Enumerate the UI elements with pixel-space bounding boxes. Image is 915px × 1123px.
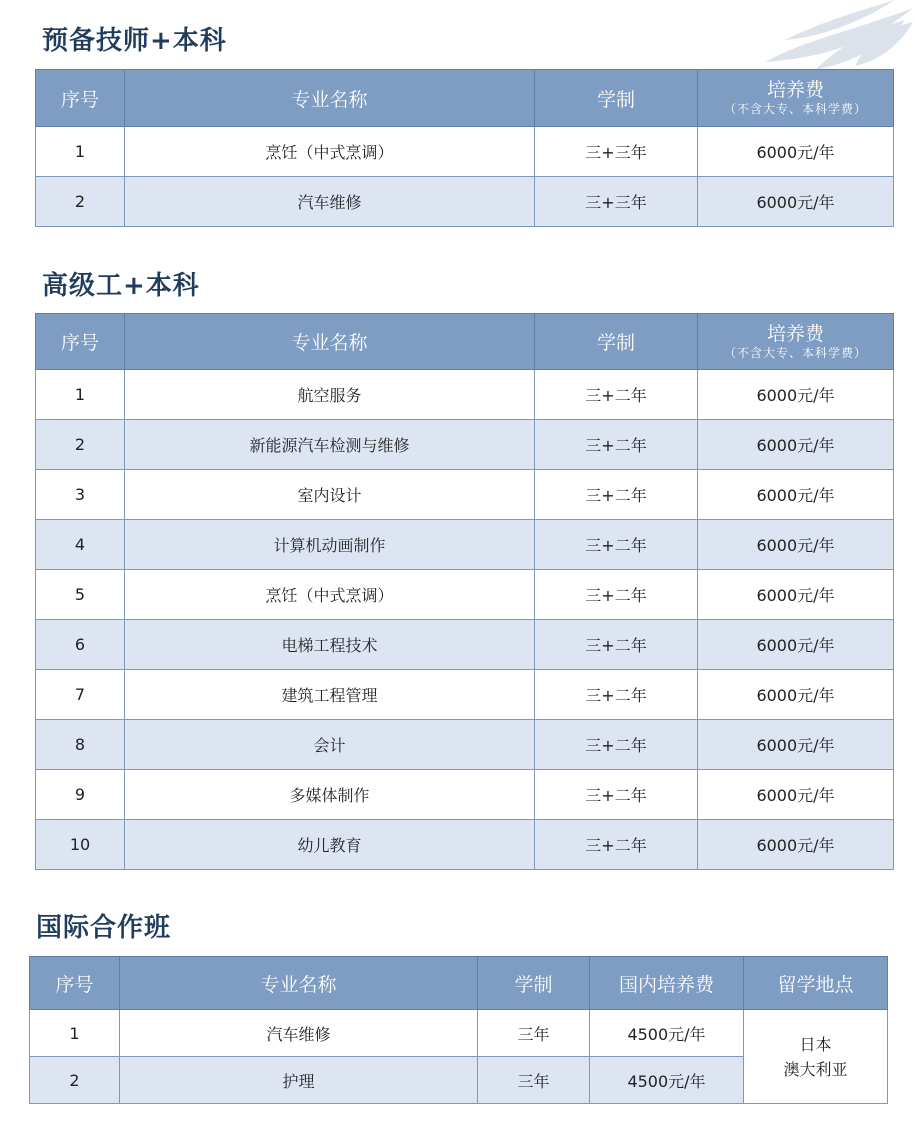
cell-duration: 三+二年 <box>535 820 698 870</box>
header-major: 专业名称 <box>120 957 478 1010</box>
cell-study-location <box>744 1010 888 1104</box>
cell-no: 1 <box>36 370 125 420</box>
table-row <box>36 127 894 177</box>
cell-duration: 三+二年 <box>535 670 698 720</box>
cell-major: 会计 <box>125 720 535 770</box>
cell-duration: 三年 <box>478 1010 590 1057</box>
cell-fee: 6000元/年 <box>698 620 894 670</box>
header-fee-note: （不含大专、本科学费） <box>723 345 867 360</box>
cell-fee: 6000元/年 <box>698 370 894 420</box>
cell-no: 9 <box>36 770 125 820</box>
cell-no: 6 <box>36 620 125 670</box>
cell-no: 2 <box>36 420 125 470</box>
cell-no: 3 <box>36 470 125 520</box>
header-duration: 学制 <box>535 314 698 370</box>
header-study-location: 留学地点 <box>744 957 888 1010</box>
cell-fee: 6000元/年 <box>698 770 894 820</box>
header-major: 专业名称 <box>125 70 535 127</box>
header-no: 序号 <box>36 314 125 370</box>
cell-no: 1 <box>30 1010 120 1057</box>
cell-duration: 三+二年 <box>535 620 698 670</box>
header-duration: 学制 <box>535 70 698 127</box>
cell-no: 1 <box>36 127 125 177</box>
cell-duration: 三+二年 <box>535 420 698 470</box>
header-major: 专业名称 <box>125 314 535 370</box>
table-row <box>36 370 894 420</box>
cell-no: 4 <box>36 520 125 570</box>
header-no: 序号 <box>36 70 125 127</box>
table-row <box>36 420 894 470</box>
header-fee-label: 培养费 <box>766 322 824 345</box>
cell-major: 烹饪（中式烹调） <box>125 127 535 177</box>
cell-major: 电梯工程技术 <box>125 620 535 670</box>
cell-major: 室内设计 <box>125 470 535 520</box>
cell-no: 8 <box>36 720 125 770</box>
cell-no: 7 <box>36 670 125 720</box>
table-preparatory-technician <box>35 69 894 227</box>
cell-duration: 三年 <box>478 1057 590 1104</box>
cell-fee: 6000元/年 <box>698 520 894 570</box>
cell-major: 烹饪（中式烹调） <box>125 570 535 620</box>
cell-major: 汽车维修 <box>125 177 535 227</box>
table-international-cooperation <box>29 956 888 1104</box>
table-row <box>36 177 894 227</box>
cell-fee: 6000元/年 <box>698 570 894 620</box>
cell-major: 建筑工程管理 <box>125 670 535 720</box>
table-row <box>36 820 894 870</box>
table-row <box>36 620 894 670</box>
cell-major: 多媒体制作 <box>125 770 535 820</box>
header-duration: 学制 <box>478 957 590 1010</box>
cell-fee: 6000元/年 <box>698 420 894 470</box>
table-row <box>36 470 894 520</box>
cell-fee: 6000元/年 <box>698 820 894 870</box>
cell-fee: 6000元/年 <box>698 670 894 720</box>
cell-duration: 三+二年 <box>535 770 698 820</box>
cell-duration: 三+三年 <box>535 127 698 177</box>
table-row <box>36 520 894 570</box>
section-title-1: 预备技师+本科 <box>42 26 227 56</box>
cell-duration: 三+二年 <box>535 370 698 420</box>
cell-fee: 6000元/年 <box>698 127 894 177</box>
cell-duration: 三+二年 <box>535 720 698 770</box>
cell-no: 10 <box>36 820 125 870</box>
cell-major: 计算机动画制作 <box>125 520 535 570</box>
cell-major: 汽车维修 <box>120 1010 478 1057</box>
header-fee <box>698 70 894 127</box>
header-domestic-fee: 国内培养费 <box>590 957 744 1010</box>
cell-major: 新能源汽车检测与维修 <box>125 420 535 470</box>
cell-fee: 4500元/年 <box>590 1010 744 1057</box>
cell-fee: 6000元/年 <box>698 177 894 227</box>
section-title-2: 高级工+本科 <box>42 271 200 301</box>
cell-no: 2 <box>36 177 125 227</box>
header-fee <box>698 314 894 370</box>
cell-duration: 三+二年 <box>535 520 698 570</box>
cell-no: 2 <box>30 1057 120 1104</box>
cell-fee: 6000元/年 <box>698 470 894 520</box>
table-row <box>36 670 894 720</box>
cell-major: 幼儿教育 <box>125 820 535 870</box>
cell-major: 航空服务 <box>125 370 535 420</box>
location-japan: 日本 <box>799 1034 832 1054</box>
cell-fee: 4500元/年 <box>590 1057 744 1104</box>
cell-major: 护理 <box>120 1057 478 1104</box>
table-row <box>36 720 894 770</box>
location-australia: 澳大利亚 <box>783 1059 848 1079</box>
cell-duration: 三+二年 <box>535 470 698 520</box>
header-fee-label: 培养费 <box>766 79 824 101</box>
cell-fee: 6000元/年 <box>698 720 894 770</box>
cell-no: 5 <box>36 570 125 620</box>
table-senior-worker <box>35 313 894 870</box>
header-no: 序号 <box>30 957 120 1010</box>
section-title-3: 国际合作班 <box>36 913 172 943</box>
cell-duration: 三+二年 <box>535 570 698 620</box>
cell-duration: 三+三年 <box>535 177 698 227</box>
table-row <box>36 770 894 820</box>
table-row <box>36 570 894 620</box>
bamboo-leaf-decoration-icon <box>745 0 915 70</box>
table-row <box>30 1010 888 1057</box>
header-fee-note: （不含大专、本科学费） <box>723 102 867 116</box>
